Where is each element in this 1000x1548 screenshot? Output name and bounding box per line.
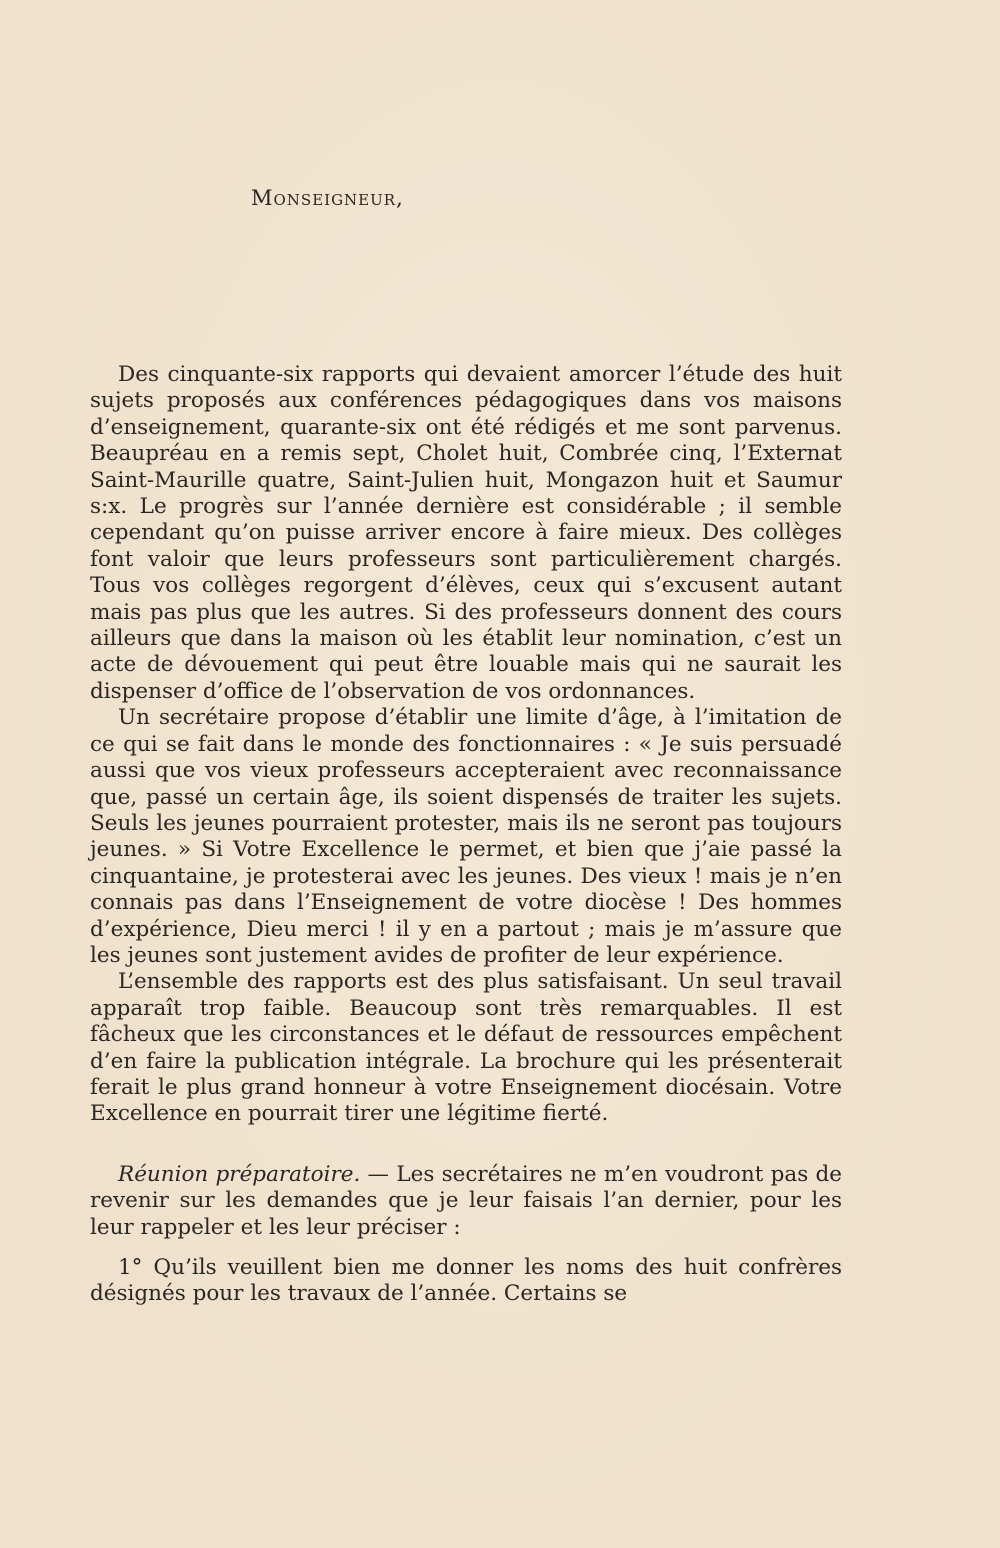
paragraph-overview: L’ensemble des rapports est des plus satisfaisant. Un seul travail apparaît trop faible. Beaucoup sont très remarquables. Il est fâcheux que les circonstances et le défaut de ressources empêchent d’en faire la publication intégrale. La brochure qui les présenterait ferait le plus grand honneur à votre Enseignement diocésain. Votre Excellence en pourrait tirer une légitime fierté. (90, 969, 842, 1127)
section-heading: Réunion préparatoire. (118, 1161, 361, 1187)
paragraph-text: — Les secrétaires ne m’en voudront pas de revenir sur les demandes que je leur faisais l’an dernier, pour les leur rappeler et les leur préciser : (90, 1161, 843, 1240)
paragraph-reports: Des cinquante-six rapports qui devaient amorcer l’étude des huit sujets proposés aux conférences pédagogiques dans vos maisons d’enseignement, quarante-six ont été rédigés et me sont parvenus. Beaupréau en a remis sept, Cholet huit, Combrée cinq, l’Externat Saint-Maurille quatre, Saint-Julien huit, Mongazon huit et Saumur s:x. Le progrès sur l’année dernière est considérable ; il semble cependant qu’on puisse arriver encore à faire mieux. Des collèges font valoir que leurs professeurs sont particulièrement chargés. Tous vos collèges regorgent d’élèves, ceux qui s’excusent autant mais pas plus que les autres. Si des professeurs donnent des cours ailleurs que dans la maison où les établit leur nomination, c’est un acte de dévouement qui peut être louable mais qui ne saurait les dispenser d’office de l’observation de vos ordonnances. (90, 362, 842, 704)
salutation: Monseigneur, (251, 186, 404, 210)
paragraph-age-limit: Un secrétaire propose d’établir une limite d’âge, à l’imitation de ce qui se fait dans le monde des fonctionnaires : « Je suis persuadé aussi que vos vieux professeurs accepteraient avec reconnaissance que, passé un certain âge, ils soient dispensés de traiter les sujets. Seuls les jeunes pourraient protester, mais ils ne seront pas toujours jeunes. » Si Votre Excellence le permet, et bien que j’aie passé la cinquantaine, je protesterai avec les jeunes. Des vieux ! mais je n’en connais pas dans l’Enseignement de votre diocèse ! Des hommes d’expérience, Dieu merci ! il y en a partout ; mais je m’assure que les jeunes sont justement avides de profiter de leur expérience. (90, 705, 842, 968)
paragraph-item-1: 1° Qu’ils veuillent bien me donner les noms des huit confrères désignés pour les travaux de l’année. Certains se (90, 1255, 842, 1307)
body-text (90, 362, 842, 1308)
paragraph-preparatory-meeting (90, 1162, 842, 1241)
